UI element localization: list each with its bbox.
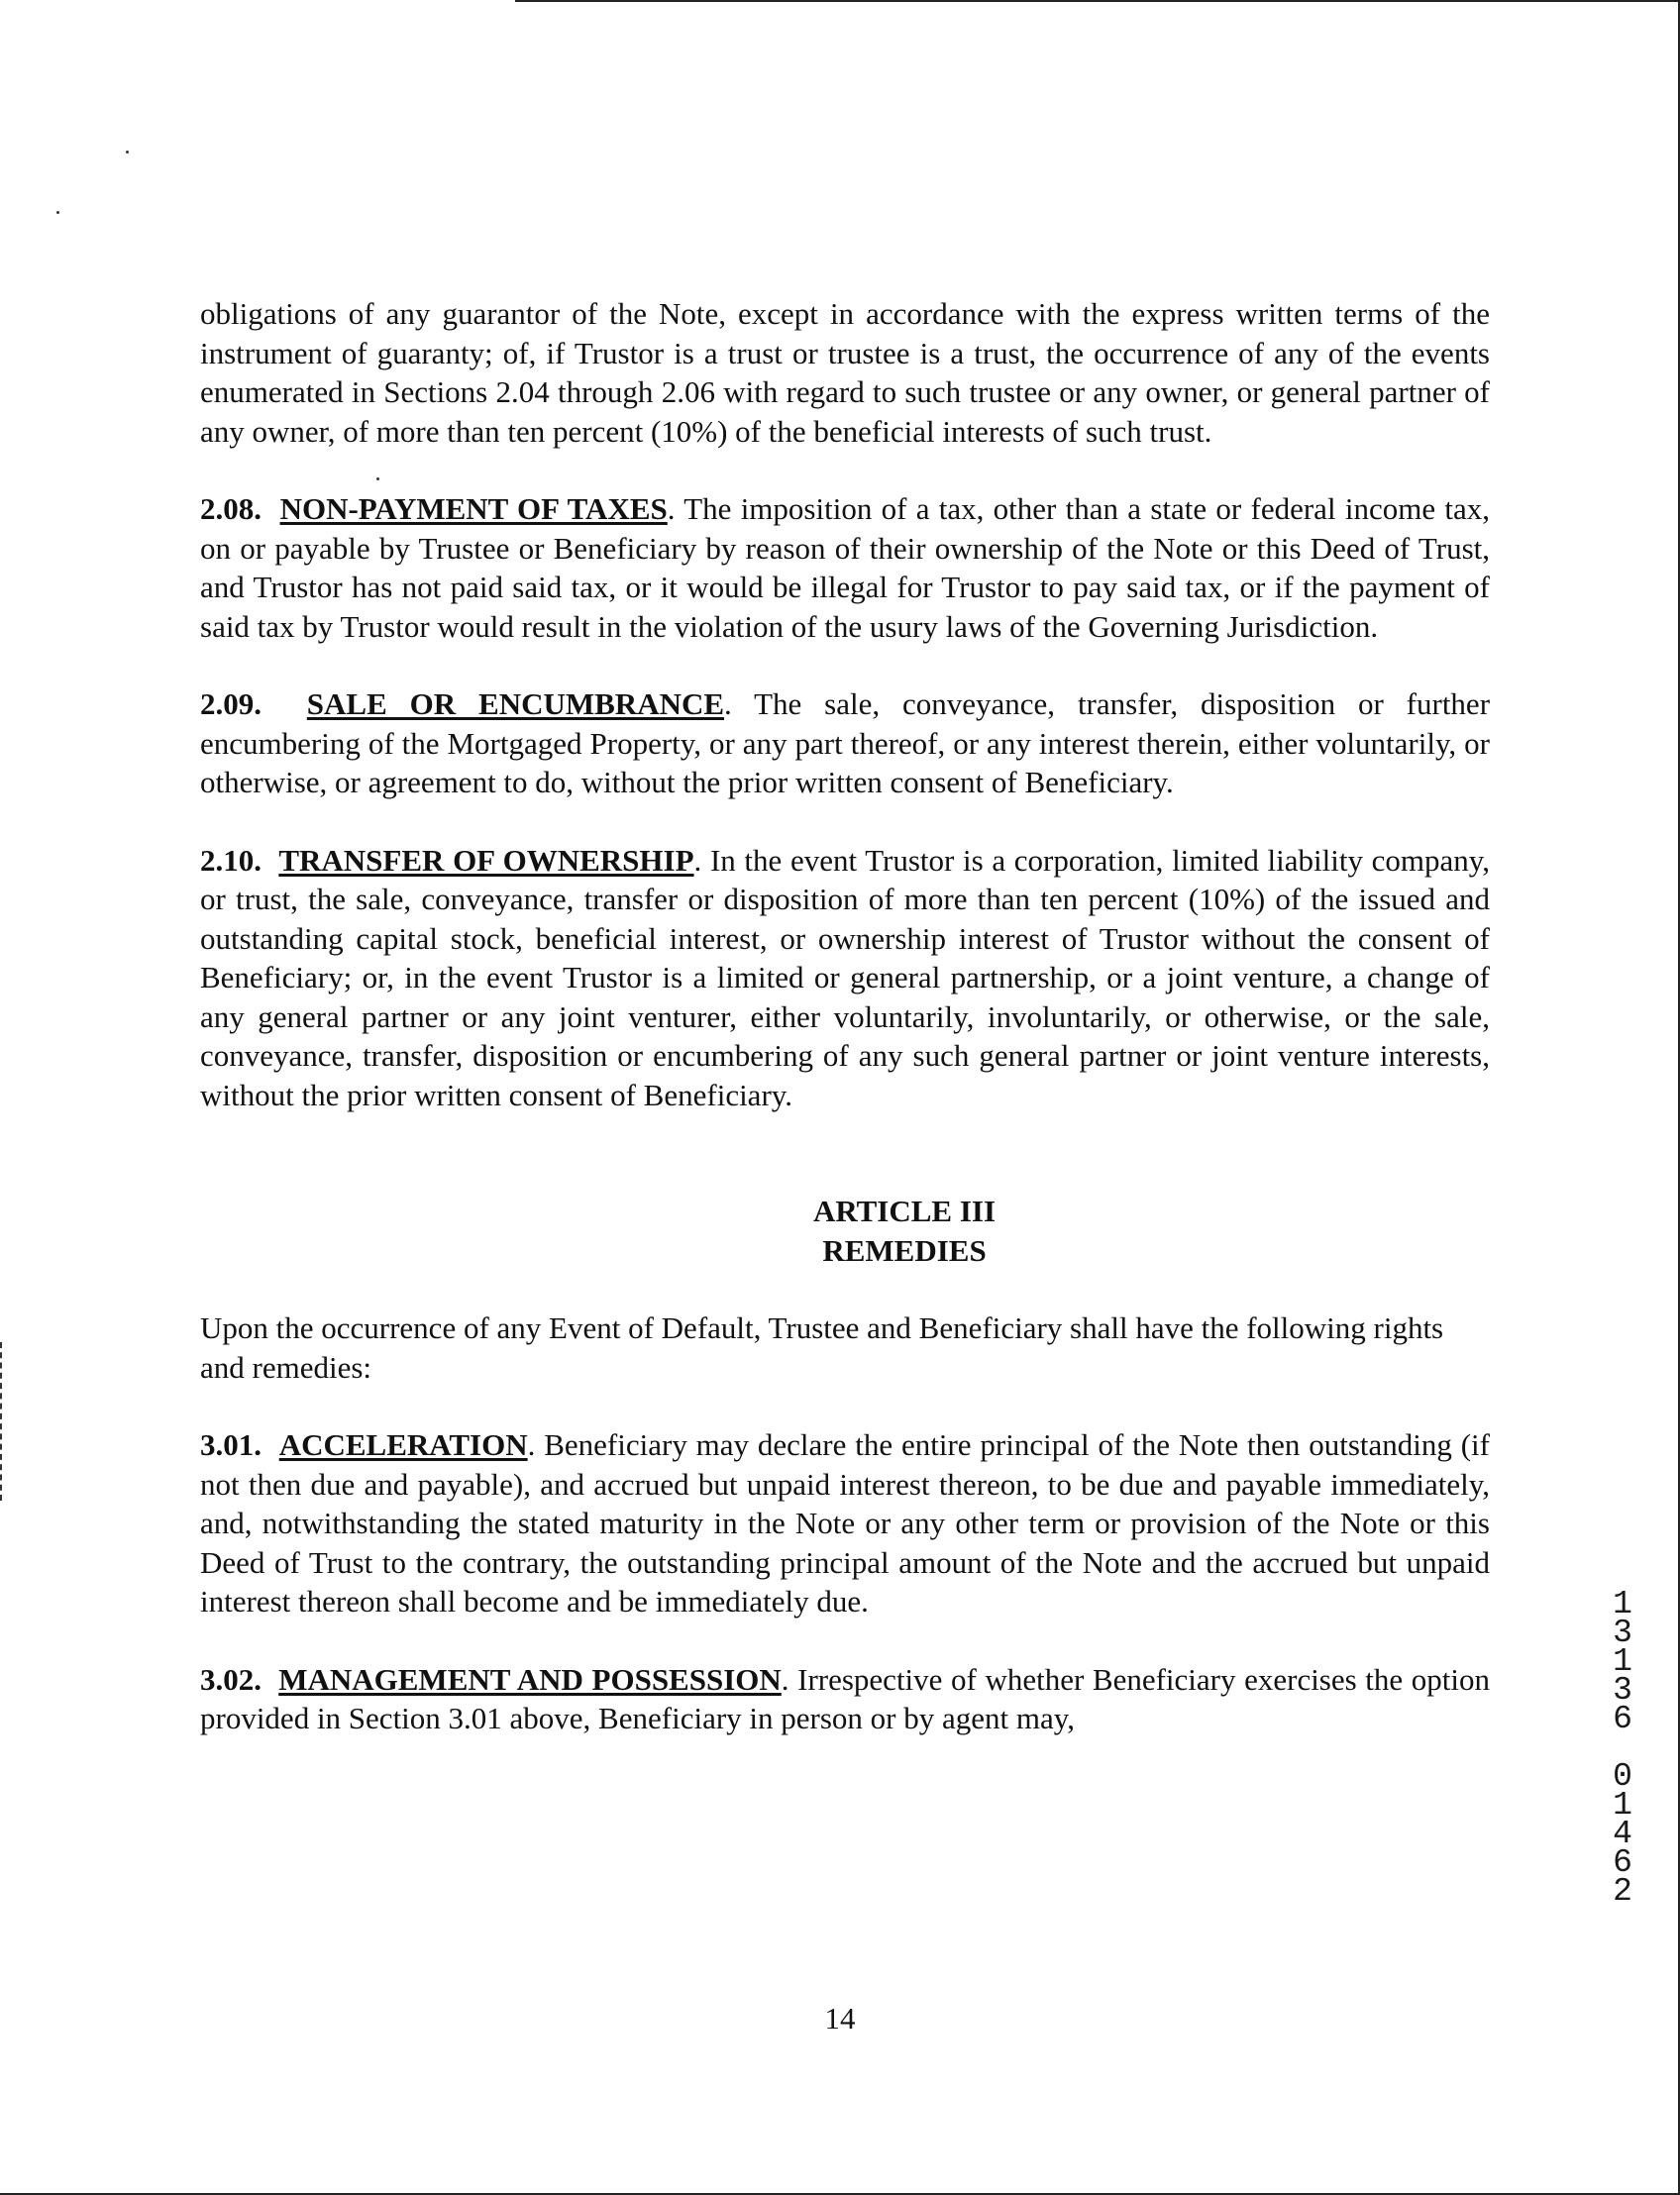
section-number: 3.01. <box>200 1427 262 1462</box>
article-intro: Upon the occurrence of any Event of Default, Trustee and Beneficiary shall have the following rights and remedies: <box>200 1310 1444 1385</box>
section-2-08 <box>200 489 1490 646</box>
section-text: . The imposition of a tax, other than a state or federal income tax, on or payable by Trustee or Beneficiary by reason of their ownership of the Note or this Deed of Trust, and Trustor has not paid said tax, or it would be illegal for Trustor to pay said tax, or if the payment of said tax by Trustor would result in the violation of the usury laws of the Governing Jurisdiction. <box>200 491 1490 644</box>
article-number: ARTICLE III <box>812 1194 997 1228</box>
article-title: REMEDIES <box>822 1232 987 1268</box>
section-2-09 <box>200 684 1490 802</box>
left-scan-marks <box>0 1342 5 1501</box>
section-text: . Irrespective of whether Beneficiary exercises the option provided in Section 3.01 above, Beneficiary in person or by agent may, <box>200 1661 1491 1735</box>
opening-paragraph: obligations of any guarantor of the Note, except in accordance with the express written terms of the instrument of guaranty; of, if Trustor is a trust or trustee is a trust, the occurrence of any of the events enumerated in Sections 2.04 through 2.06 with regard to such trustee or any owner, or general partner of any owner, of more than ten percent (10%) of the beneficial interests of such trust. <box>200 296 1490 449</box>
scan-speck <box>126 151 129 154</box>
section-number: 2.09. <box>200 686 262 721</box>
section-text: . Beneficiary may declare the entire principal of the Note then outstanding (if not then due and payable), and accrued but unpaid interest thereon, to be due and payable immediately, and, notwithstanding the stated maturity in the Note or any other term or provision of the Note or this Deed of Trust to the contrary, the outstanding principal amount of the Note and the accrued but unpaid interest thereon shall become and be immediately due. <box>200 1427 1490 1619</box>
section-heading: NON-PAYMENT OF TAXES <box>279 491 668 526</box>
section-3-02 <box>200 1660 1490 1738</box>
section-heading: ACCELERATION <box>278 1427 528 1462</box>
section-text: . The sale, conveyance, transfer, disposition or further encumbering of the Mortgaged Property, or any part thereof, or any interest therein, either voluntarily, or otherwise, or agreement to do, without the prior written consent of Beneficiary. <box>200 686 1491 799</box>
section-number: 2.08. <box>200 491 262 526</box>
recording-stamp: 1 3 1 3 6 0 1 4 6 2 <box>1613 1586 1632 1910</box>
section-3-01 <box>200 1425 1490 1621</box>
page-number: 14 <box>824 2001 856 2036</box>
document-body <box>200 294 1490 1738</box>
section-2-10 <box>200 841 1490 1115</box>
section-number: 2.10. <box>200 842 262 878</box>
scan-speck <box>56 211 59 214</box>
section-heading: MANAGEMENT AND POSSESSION <box>278 1661 782 1697</box>
section-number: 3.02. <box>200 1661 262 1697</box>
section-heading: SALE OR ENCUMBRANCE <box>306 686 725 721</box>
top-border-line <box>515 0 1680 2</box>
section-text: . In the event Trustor is a corporation, limited liability company, or trust, the sale, conveyance, transfer or disposition of more than ten percent (10%) of the issued and outstanding capital stock, beneficial interest, or ownership interest of Trustor without the consent of Beneficiary; or, in the event Trustor is a limited or general partnership, or a joint venture, a change of any general partner or any joint venturer, either voluntarily, involuntarily, or otherwise, or the sale, conveyance, transfer, disposition or encumbering of any such general partner or joint venture interests, without the prior written consent of Beneficiary. <box>200 842 1491 1112</box>
section-heading: TRANSFER OF OWNERSHIP <box>278 842 694 878</box>
